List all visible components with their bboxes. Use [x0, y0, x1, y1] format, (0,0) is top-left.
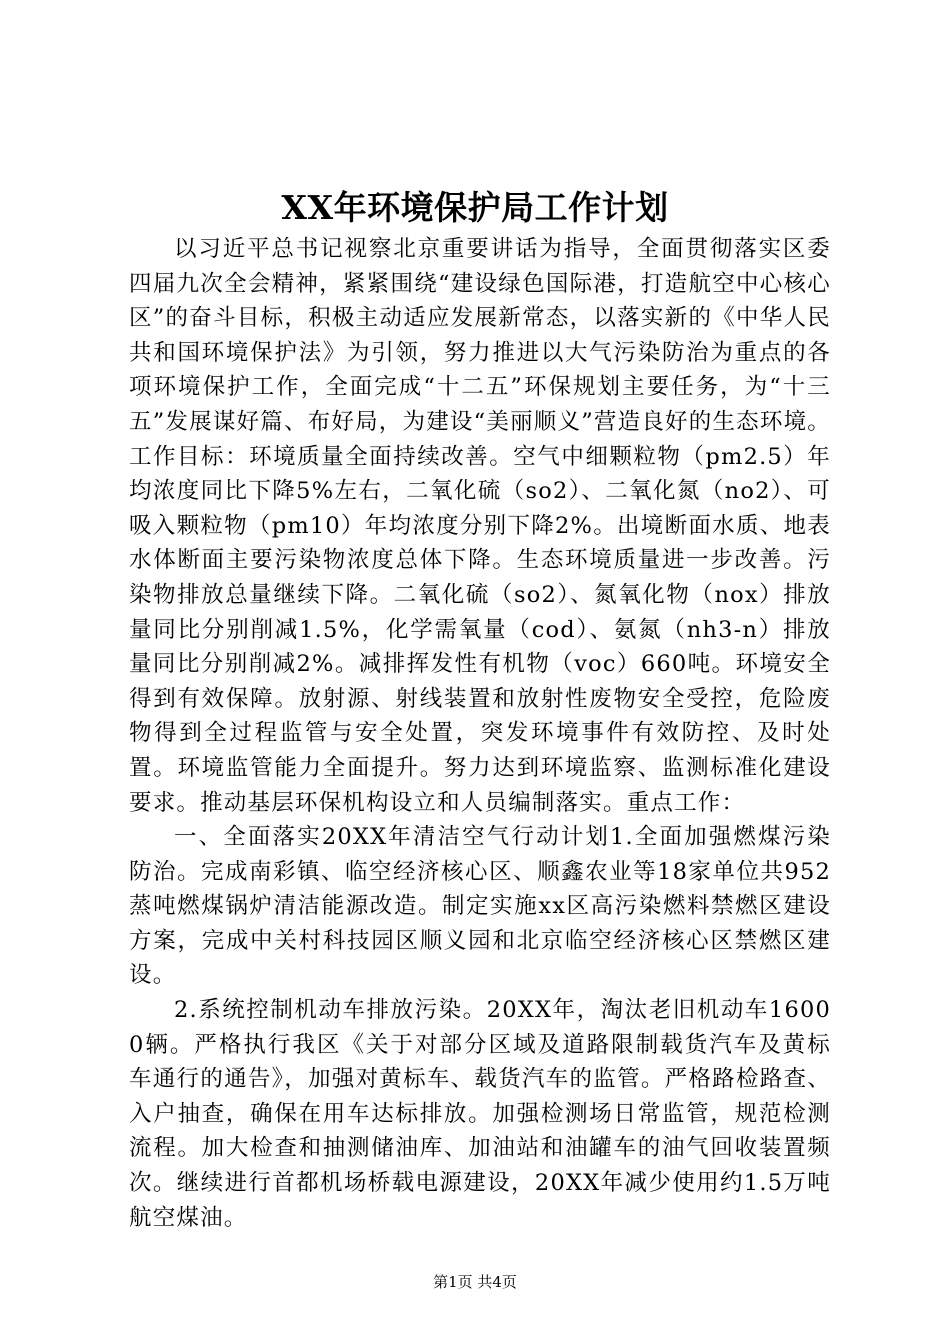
paragraph-intro: 以习近平总书记视察北京重要讲话为指导，全面贯彻落实区委四届九次全会精神，紧紧围绕“建设绿色国际港，打造航空中心核心区”的奋斗目标，积极主动适应发展新常态，以落实新的《中华人民共和国环境保护法》为引领，努力推进以大气污染防治为重点的各项环境保护工作，全面完成“十二五”环保规划主要任务，为“十三五”发展谋好篇、布好局，为建设“美丽顺义”营造良好的生态环境。工作目标：环境质量全面持续改善。空气中细颗粒物（pm2.5）年均浓度同比下降5%左右，二氧化硫（so2）、二氧化氮（no2）、可吸入颗粒物（pm10）年均浓度分别下降2%。出境断面水质、地表水体断面主要污染物浓度总体下降。生态环境质量进一步改善。污染物排放总量继续下降。二氧化硫（so2）、氮氧化物（nox）排放量同比分别削减1.5%，化学需氧量（cod）、氨氮（nh3-n）排放量同比分别削减2%。减排挥发性有机物（voc）660吨。环境安全得到有效保障。放射源、射线装置和放射性废物安全受控，危险废物得到全过程监管与安全处置，突发环境事件有效防控、及时处置。环境监管能力全面提升。努力达到环境监察、监测标准化建设要求。推动基层环保机构设立和人员编制落实。重点工作：: [129, 236, 831, 816]
paragraph-section-1: 一、全面落实20XX年清洁空气行动计划1.全面加强燃煤污染防治。完成南彩镇、临空经济核心区、顺鑫农业等18家单位共952蒸吨燃煤锅炉清洁能源改造。制定实施xx区高污染燃料禁燃区建设方案，完成中关村科技园区顺义园和北京临空经济核心区禁燃区建设。: [129, 824, 831, 989]
page-number-footer: 第1页 共4页: [433, 1273, 517, 1291]
document-title: XX年环境保护局工作计划: [281, 188, 669, 227]
document-body: [129, 232, 831, 1235]
paragraph-section-2: 2.系统控制机动车排放污染。20XX年，淘汰老旧机动车16000辆。严格执行我区《关于对部分区域及道路限制载货汽车及黄标车通行的通告》，加强对黄标车、载货汽车的监管。严格路检路查、入户抽查，确保在用车达标排放。加强检测场日常监管，规范检测流程。加大检查和抽测储油库、加油站和油罐车的油气回收装置频次。继续进行首都机场桥载电源建设，20XX年减少使用约1.5万吨航空煤油。: [129, 997, 831, 1231]
